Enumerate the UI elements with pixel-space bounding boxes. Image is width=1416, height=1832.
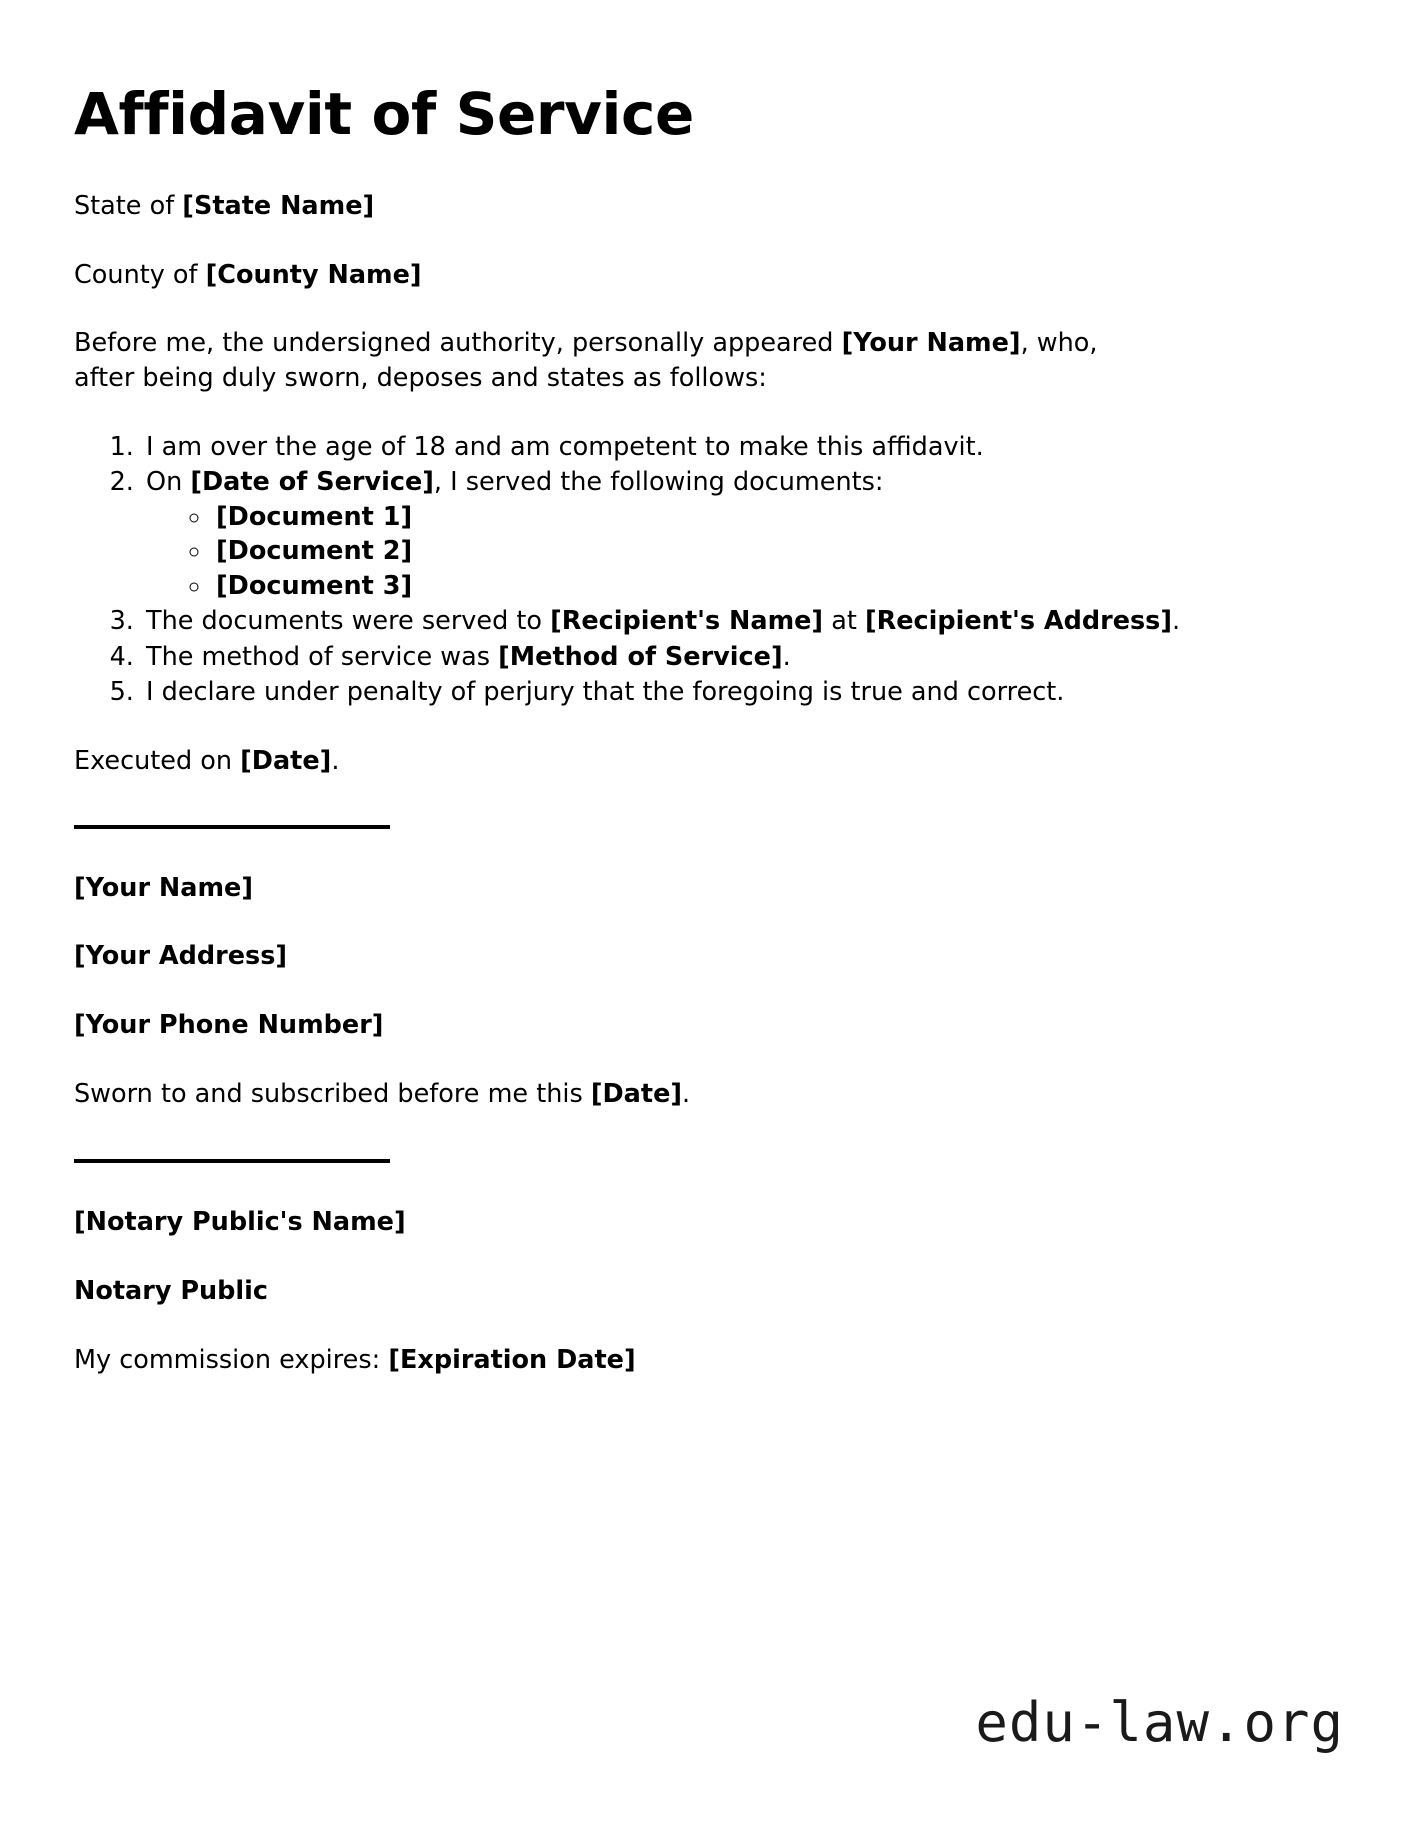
site-watermark: edu-law.org	[975, 1691, 1344, 1754]
list-item	[212, 534, 1342, 569]
affiant-address: [Your Address]	[74, 941, 288, 972]
claim-4-after: .	[782, 641, 791, 672]
sworn-date: [Date]	[590, 1078, 683, 1109]
claim-5-text: I declare under penalty of perjury that the foregoing is true and correct.	[146, 677, 1065, 708]
list-item	[142, 604, 1342, 639]
commission-value: [Expiration Date]	[388, 1344, 636, 1375]
claim-3-before: The documents were served to	[146, 606, 551, 637]
executed-date: [Date]	[240, 746, 332, 777]
intro-after: , who, after being duly sworn, deposes and states as follows:	[74, 328, 1098, 393]
claim-1-text: I am over the age of 18 and am competent to make this affidavit.	[146, 431, 984, 462]
sworn-line	[74, 1077, 1104, 1112]
commission-label: My commission expires:	[74, 1344, 389, 1375]
state-value: [State Name]	[182, 190, 375, 221]
claims-list	[74, 430, 1342, 710]
notary-name: [Notary Public's Name]	[74, 1207, 406, 1238]
claim-3-after: .	[1172, 606, 1181, 637]
claim-3-middle: at	[823, 606, 865, 637]
list-item	[142, 430, 1342, 465]
claim-3-recipient-address: [Recipient's Address]	[864, 606, 1172, 637]
county-line	[74, 258, 1104, 293]
executed-after: .	[331, 746, 340, 777]
page-title: Affidavit of Service	[74, 80, 694, 148]
state-line	[74, 189, 1104, 224]
intro-your-name: [Your Name]	[841, 328, 1021, 359]
claim-3-recipient-name: [Recipient's Name]	[550, 606, 824, 637]
document-1: [Document 1]	[216, 501, 413, 532]
documents-list	[146, 500, 1342, 604]
signature-line-affiant	[74, 825, 390, 829]
notary-title: Notary Public	[74, 1276, 269, 1307]
claim-2-date: [Date of Service]	[190, 467, 434, 498]
list-item	[212, 569, 1342, 604]
signature-line-notary	[74, 1159, 390, 1163]
executed-line	[74, 744, 1104, 779]
affiant-name: [Your Name]	[74, 872, 253, 903]
claim-2-after: , I served the following documents:	[433, 467, 884, 498]
claim-4-before: The method of service was	[146, 641, 499, 672]
list-item	[212, 500, 1342, 535]
state-label: State of	[74, 190, 183, 221]
document-3: [Document 3]	[216, 570, 413, 601]
county-value: [County Name]	[205, 259, 422, 290]
list-item	[142, 675, 1342, 710]
intro-before: Before me, the undersigned authority, personally appeared	[74, 328, 842, 359]
document-2: [Document 2]	[216, 536, 413, 567]
affiant-phone: [Your Phone Number]	[74, 1010, 384, 1041]
commission-expires-line	[74, 1343, 1104, 1378]
intro-paragraph	[74, 326, 1104, 395]
county-label: County of	[74, 259, 206, 290]
sworn-before: Sworn to and subscribed before me this	[74, 1078, 591, 1109]
executed-before: Executed on	[74, 746, 241, 777]
claim-4-method: [Method of Service]	[498, 641, 783, 672]
list-item	[142, 465, 1342, 603]
claim-2-before: On	[146, 467, 191, 498]
list-item	[142, 640, 1342, 675]
sworn-after: .	[682, 1078, 691, 1109]
